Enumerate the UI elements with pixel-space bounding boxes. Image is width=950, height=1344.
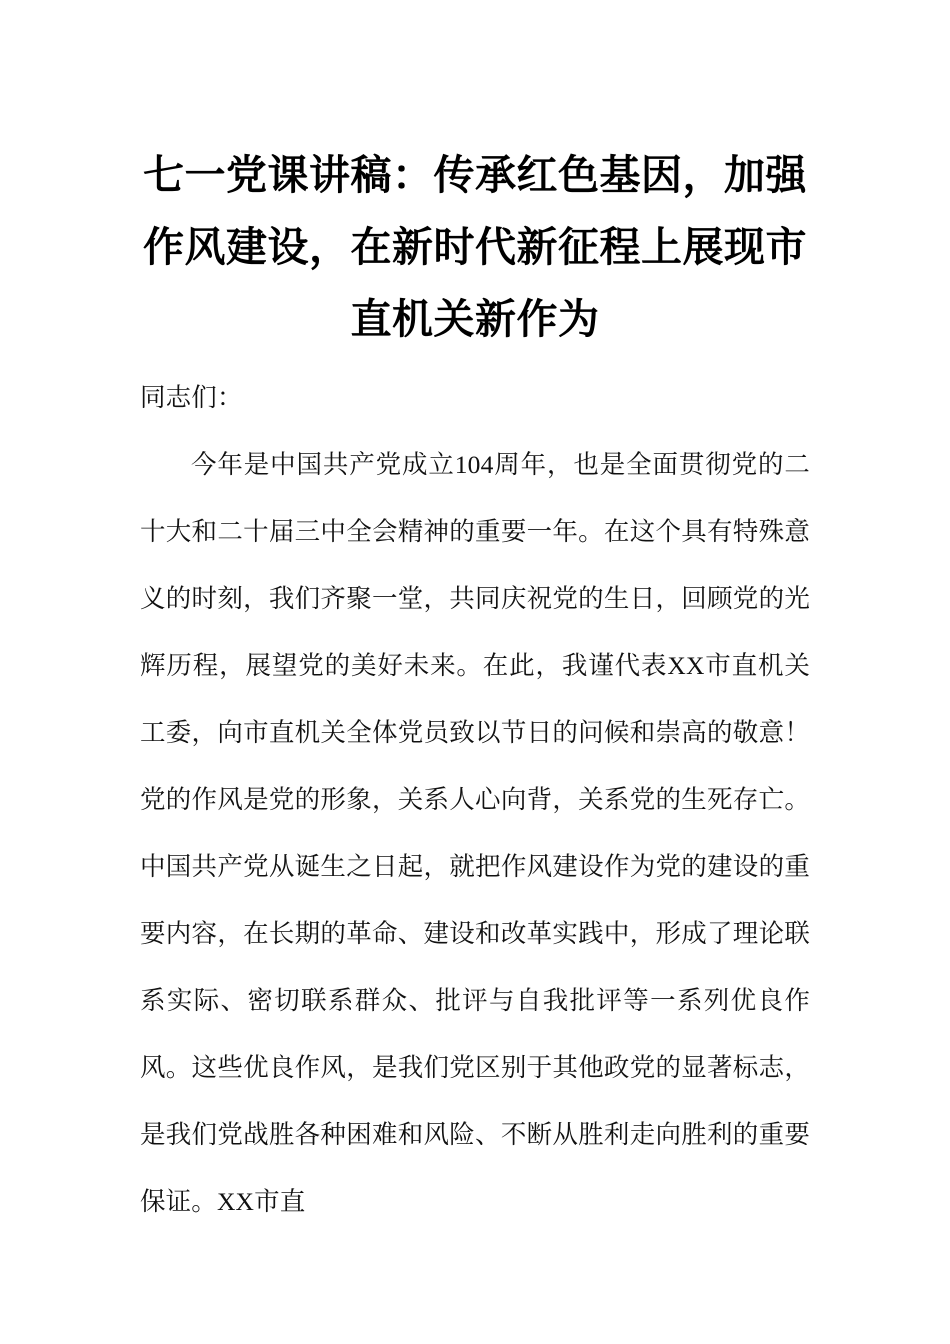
document-body: [140, 364, 810, 1235]
body-paragraph: 今年是中国共产党成立104周年，也是全面贯彻党的二十大和二十届三中全会精神的重要一年。在这个具有特殊意义的时刻，我们齐聚一堂，共同庆祝党的生日，回顾党的光辉历程，展望党的美好未来。在此，我谨代表XX市直机关工委，向市直机关全体党员致以节日的问候和崇高的敬意！党的作风是党的形象，关系人心向背，关系党的生死存亡。中国共产党从诞生之日起，就把作风建设作为党的建设的重要内容，在长期的革命、建设和改革实践中，形成了理论联系实际、密切联系群众、批评与自我批评等一系列优良作风。这些优良作风，是我们党区别于其他政党的显著标志，是我们党战胜各种困难和风险、不断从胜利走向胜利的重要保证。XX市直: [140, 450, 810, 1216]
page-title: 七一党课讲稿：传承红色基因，加强作风建设，在新时代新征程上展现市直机关新作为: [143, 151, 807, 344]
salutation-line: 同志们：: [140, 383, 243, 412]
